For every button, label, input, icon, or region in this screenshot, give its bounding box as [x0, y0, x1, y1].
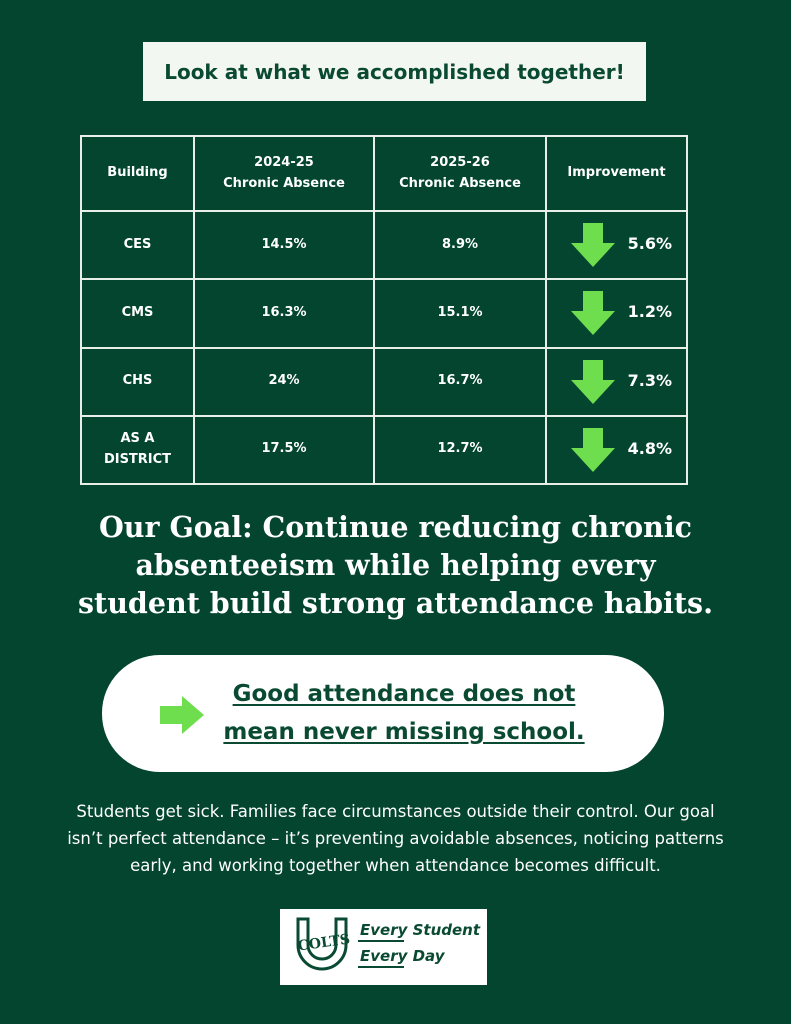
year1-cell: 14.5% [194, 211, 374, 279]
underline-decoration [358, 940, 404, 942]
callout-text: Good attendance does not mean never missing school. [223, 681, 585, 745]
explanation-paragraph: Students get sick. Families face circumstances outside their control. Our goal isn’t perfect attendance – it’s preventing avoidable absences, noticing patterns early, and working together when attendance becomes difficult. [67, 802, 724, 875]
right-arrow-icon [160, 696, 204, 734]
headline-banner [143, 42, 646, 101]
year1-cell: 17.5% [194, 416, 374, 484]
year1-cell: 24% [194, 348, 374, 416]
down-arrow-icon [571, 428, 615, 472]
year2-cell: 12.7% [374, 416, 546, 484]
improvement-cell [546, 211, 687, 279]
header-2025-26: 2025-26 Chronic Absence [374, 136, 546, 211]
headline-text: Look at what we accomplished together! [164, 59, 625, 84]
table-header-row [81, 136, 687, 211]
chronic-absence-table [80, 135, 688, 485]
header-improvement: Improvement [546, 136, 687, 211]
down-arrow-icon [571, 291, 615, 335]
table-row [81, 279, 687, 347]
down-arrow-icon [571, 360, 615, 404]
header-building: Building [81, 136, 194, 211]
building-cell: CES [81, 211, 194, 279]
table-row [81, 211, 687, 279]
building-cell: AS A DISTRICT [81, 416, 194, 484]
logo-line-2: Every Day [360, 947, 445, 965]
year1-cell: 16.3% [194, 279, 374, 347]
colts-logo [280, 909, 487, 985]
colts-badge-text: COLTS [296, 931, 352, 955]
improvement-value: 7.3% [627, 370, 672, 390]
improvement-cell [546, 416, 687, 484]
callout-pill [102, 655, 664, 772]
year2-cell: 16.7% [374, 348, 546, 416]
year2-cell: 8.9% [374, 211, 546, 279]
improvement-value: 4.8% [627, 438, 672, 458]
improvement-cell [546, 279, 687, 347]
building-cell: CMS [81, 279, 194, 347]
goal-line: Our Goal: Continue reducing chronic [98, 510, 693, 544]
improvement-value: 1.2% [627, 302, 672, 322]
goal-line: student build strong attendance habits. [77, 586, 713, 620]
building-cell: CHS [81, 348, 194, 416]
header-2024-25: 2024-25 Chronic Absence [194, 136, 374, 211]
underline-decoration [358, 966, 404, 968]
table-row [81, 416, 687, 484]
improvement-cell [546, 348, 687, 416]
table-row [81, 348, 687, 416]
goal-statement [30, 508, 761, 622]
improvement-value: 5.6% [627, 234, 672, 254]
year2-cell: 15.1% [374, 279, 546, 347]
down-arrow-icon [571, 223, 615, 267]
goal-line: absenteeism while helping every [135, 548, 656, 582]
logo-line-1: Every Student [360, 921, 481, 939]
